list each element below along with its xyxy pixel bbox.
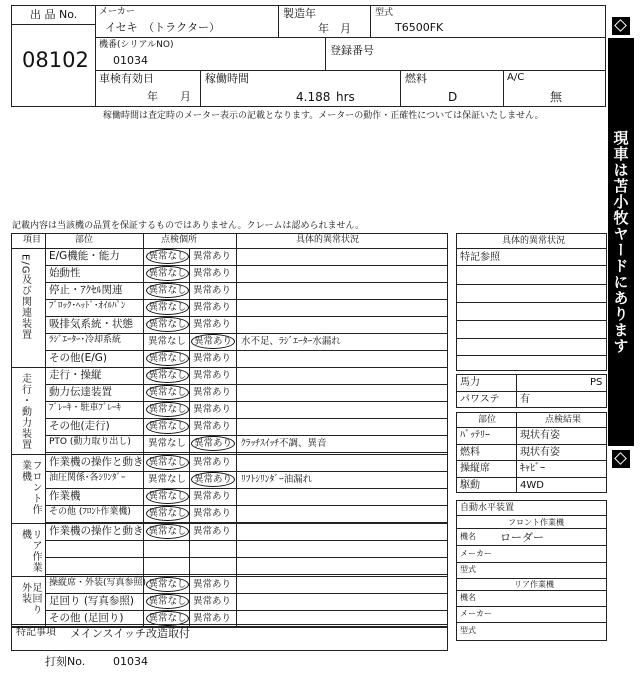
detail-text: ｸﾗｯﾁｽｲｯﾁ不調、異音 xyxy=(241,438,327,449)
option-abnormal: 異常あり xyxy=(193,613,232,624)
option-normal: 異常なし xyxy=(146,385,189,400)
maker-value: イセキ （トラクター） xyxy=(105,21,220,34)
diamond-bottom-icon xyxy=(612,450,630,468)
option-abnormal: 異常あり xyxy=(193,491,232,502)
group-label: 走行・動力装置 xyxy=(19,373,31,450)
option-abnormal: 異常あり xyxy=(193,404,232,415)
option-abnormal: 異常あり xyxy=(193,353,232,364)
steering-value: 有 xyxy=(520,394,530,405)
option-abnormal: 異常あり xyxy=(191,472,235,487)
side-part-name: 駆動 xyxy=(460,479,480,491)
parts-header: 部位 xyxy=(478,415,497,425)
disclaimer: 記載内容は当該機の品質を保証するものではありません。クレームは認められません。 xyxy=(12,221,365,231)
table-header: 具体的異常状況 xyxy=(296,235,360,245)
steering-label: パワステ xyxy=(460,394,500,405)
auto-level-label: 自動水平装置 xyxy=(460,503,515,513)
power-value: PS xyxy=(590,377,603,388)
detail-text: 水不足、ﾗｼﾞｴｰﾀｰ水漏れ xyxy=(241,336,341,347)
option-normal: 異常なし xyxy=(146,611,189,626)
detail-text: ﾘﾌﾄｼﾘﾝﾀﾞｰ油漏れ xyxy=(241,474,313,485)
remarks-label: 特記事項 xyxy=(16,627,56,638)
stamp-value: 01034 xyxy=(113,655,148,668)
option-abnormal: 異常あり xyxy=(193,457,232,468)
option-normal: 異常なし xyxy=(146,300,189,315)
group-label: フロント作業機 xyxy=(19,460,41,515)
hours-unit: hrs xyxy=(336,90,355,104)
option-abnormal: 異常あり xyxy=(193,421,232,432)
part-label: 足回り (写真参照) xyxy=(49,595,135,607)
part-label: 始動性 xyxy=(49,267,81,279)
part-label: その他(走行) xyxy=(49,420,110,432)
part-label: その他 (ﾌﾛﾝﾄ作業機) xyxy=(49,507,131,517)
option-normal: 異常なし xyxy=(146,594,189,609)
serial-label: 機番(シリアルNO) xyxy=(99,40,174,50)
serial-value: 01034 xyxy=(113,54,148,67)
registration-label: 登録番号 xyxy=(330,44,374,57)
rear-model-label: 型式 xyxy=(460,626,476,635)
hours-value: 4.188 xyxy=(296,90,331,104)
power-label: 馬力 xyxy=(460,377,480,388)
lot-number: 08102 xyxy=(22,48,89,72)
option-abnormal: 異常あり xyxy=(193,302,232,313)
option-abnormal: 異常あり xyxy=(193,579,232,590)
option-abnormal: 異常あり xyxy=(191,334,235,349)
group-label: 足回り外装 xyxy=(19,582,41,615)
ac-label: A/C xyxy=(507,72,525,83)
option-abnormal: 異常あり xyxy=(193,526,232,537)
part-label: ﾌﾞﾚｰｷ・駐車ﾌﾞﾚｰｷ xyxy=(49,403,122,413)
side-part-result: 4WD xyxy=(520,479,544,491)
option-normal: 異常なし xyxy=(148,336,187,347)
part-label: 油圧関係･各ｼﾘﾝﾀﾞｰ xyxy=(49,473,126,483)
option-normal: 異常なし xyxy=(148,438,187,449)
part-label: その他(E/G) xyxy=(49,352,108,364)
part-label: 動力伝達装置 xyxy=(49,386,112,398)
option-abnormal: 異常あり xyxy=(193,387,232,398)
part-label: 操縦席・外装(写真参照) xyxy=(49,578,147,588)
side-part-result: 現状有姿 xyxy=(520,446,560,458)
option-abnormal: 異常あり xyxy=(193,508,232,519)
option-normal: 異常なし xyxy=(146,368,189,383)
model-label: 型式 xyxy=(375,8,394,18)
option-normal: 異常なし xyxy=(146,351,189,366)
table-header: 部位 xyxy=(75,235,94,245)
diamond-top-icon xyxy=(612,17,630,35)
front-header: フロント作業機 xyxy=(508,518,564,527)
option-normal: 異常なし xyxy=(146,577,189,592)
part-label: その他 (足回り) xyxy=(49,612,124,624)
year-unit: 年 月 xyxy=(318,22,351,35)
option-abnormal: 異常あり xyxy=(191,436,235,451)
part-label: 作業機の操作と動き xyxy=(49,525,144,537)
side-part-name: 操縦席 xyxy=(460,463,490,474)
front-maker-label: メーカー xyxy=(460,549,492,558)
yard-banner: 現車は苫小牧ヤードにあります xyxy=(608,38,634,446)
front-model-label: 型式 xyxy=(460,565,476,574)
model-value: T6500FK xyxy=(395,21,444,34)
part-label: PTO (動力取り出し) xyxy=(49,437,131,447)
stamp-label: 打刻No. xyxy=(45,655,86,668)
lot-label: 出 品 No. xyxy=(30,8,78,21)
group-label: E/G及び関連装置 xyxy=(19,254,31,341)
hours-label: 稼働時間 xyxy=(205,72,249,85)
part-label: 作業機 xyxy=(49,490,81,502)
front-name-value: ローダー xyxy=(500,531,544,544)
rear-header: リア作業機 xyxy=(514,580,554,589)
result-header: 点検結果 xyxy=(545,415,582,425)
option-normal: 異常なし xyxy=(146,419,189,434)
side-detail-text: 特記参照 xyxy=(460,252,500,263)
part-label: ﾗｼﾞｴｰﾀｰ･冷却系統 xyxy=(49,335,122,345)
side-part-result: ｷｬﾋﾞｰ xyxy=(520,463,545,474)
hours-note: 稼働時間は査定時のメーター表示の記載となります。メーターの動作・正確性については保証いたしません。 xyxy=(103,111,544,121)
option-normal: 異常なし xyxy=(146,489,189,504)
fuel-value: D xyxy=(448,90,458,104)
option-normal: 異常なし xyxy=(146,249,189,264)
option-abnormal: 異常あり xyxy=(193,370,232,381)
option-abnormal: 異常あり xyxy=(193,319,232,330)
option-abnormal: 異常あり xyxy=(193,596,232,607)
rear-name-label: 機名 xyxy=(460,593,476,602)
option-normal: 異常なし xyxy=(146,455,189,470)
option-normal: 異常なし xyxy=(146,283,189,298)
option-abnormal: 異常あり xyxy=(193,251,232,262)
fuel-label: 燃料 xyxy=(405,72,427,85)
rear-maker-label: メーカー xyxy=(460,609,492,618)
part-label: 停止・ｱｸｾﾙ関連 xyxy=(49,284,123,296)
table-header: 点検個所 xyxy=(161,235,198,245)
front-name-label: 機名 xyxy=(460,532,476,541)
option-normal: 異常なし xyxy=(148,474,187,485)
maker-label: メーカー xyxy=(99,7,135,17)
year-label: 製造年 xyxy=(283,7,316,20)
side-part-result: 現状有姿 xyxy=(520,430,560,441)
side-part-name: ﾊﾞｯﾃﾘｰ xyxy=(460,430,490,441)
part-label: 作業機の操作と動き xyxy=(49,456,144,468)
remarks-value: メインスイッチ改造取付 xyxy=(70,627,191,640)
option-normal: 異常なし xyxy=(146,317,189,332)
side-detail-header: 具体的異常状況 xyxy=(502,236,566,246)
inspection-label: 車検有効日 xyxy=(99,72,154,85)
table-header: 項目 xyxy=(23,235,42,245)
option-abnormal: 異常あり xyxy=(193,285,232,296)
option-normal: 異常なし xyxy=(146,402,189,417)
part-label: E/G機能・能力 xyxy=(49,250,120,262)
option-normal: 異常なし xyxy=(146,266,189,281)
part-label: ﾌﾞﾛｯｸ･ﾍｯﾄﾞ･ｵｲﾙﾊﾟﾝ xyxy=(49,301,126,311)
inspection-value: 年 月 xyxy=(147,90,191,103)
part-label: 吸排気系統・状態 xyxy=(49,318,133,330)
option-normal: 異常なし xyxy=(146,524,189,539)
ac-value: 無 xyxy=(550,90,563,104)
group-label: リア作業機 xyxy=(19,529,41,573)
part-label: 走行・操縦 xyxy=(49,369,102,381)
option-normal: 異常なし xyxy=(146,506,189,521)
option-abnormal: 異常あり xyxy=(193,268,232,279)
side-part-name: 燃料 xyxy=(460,446,480,458)
